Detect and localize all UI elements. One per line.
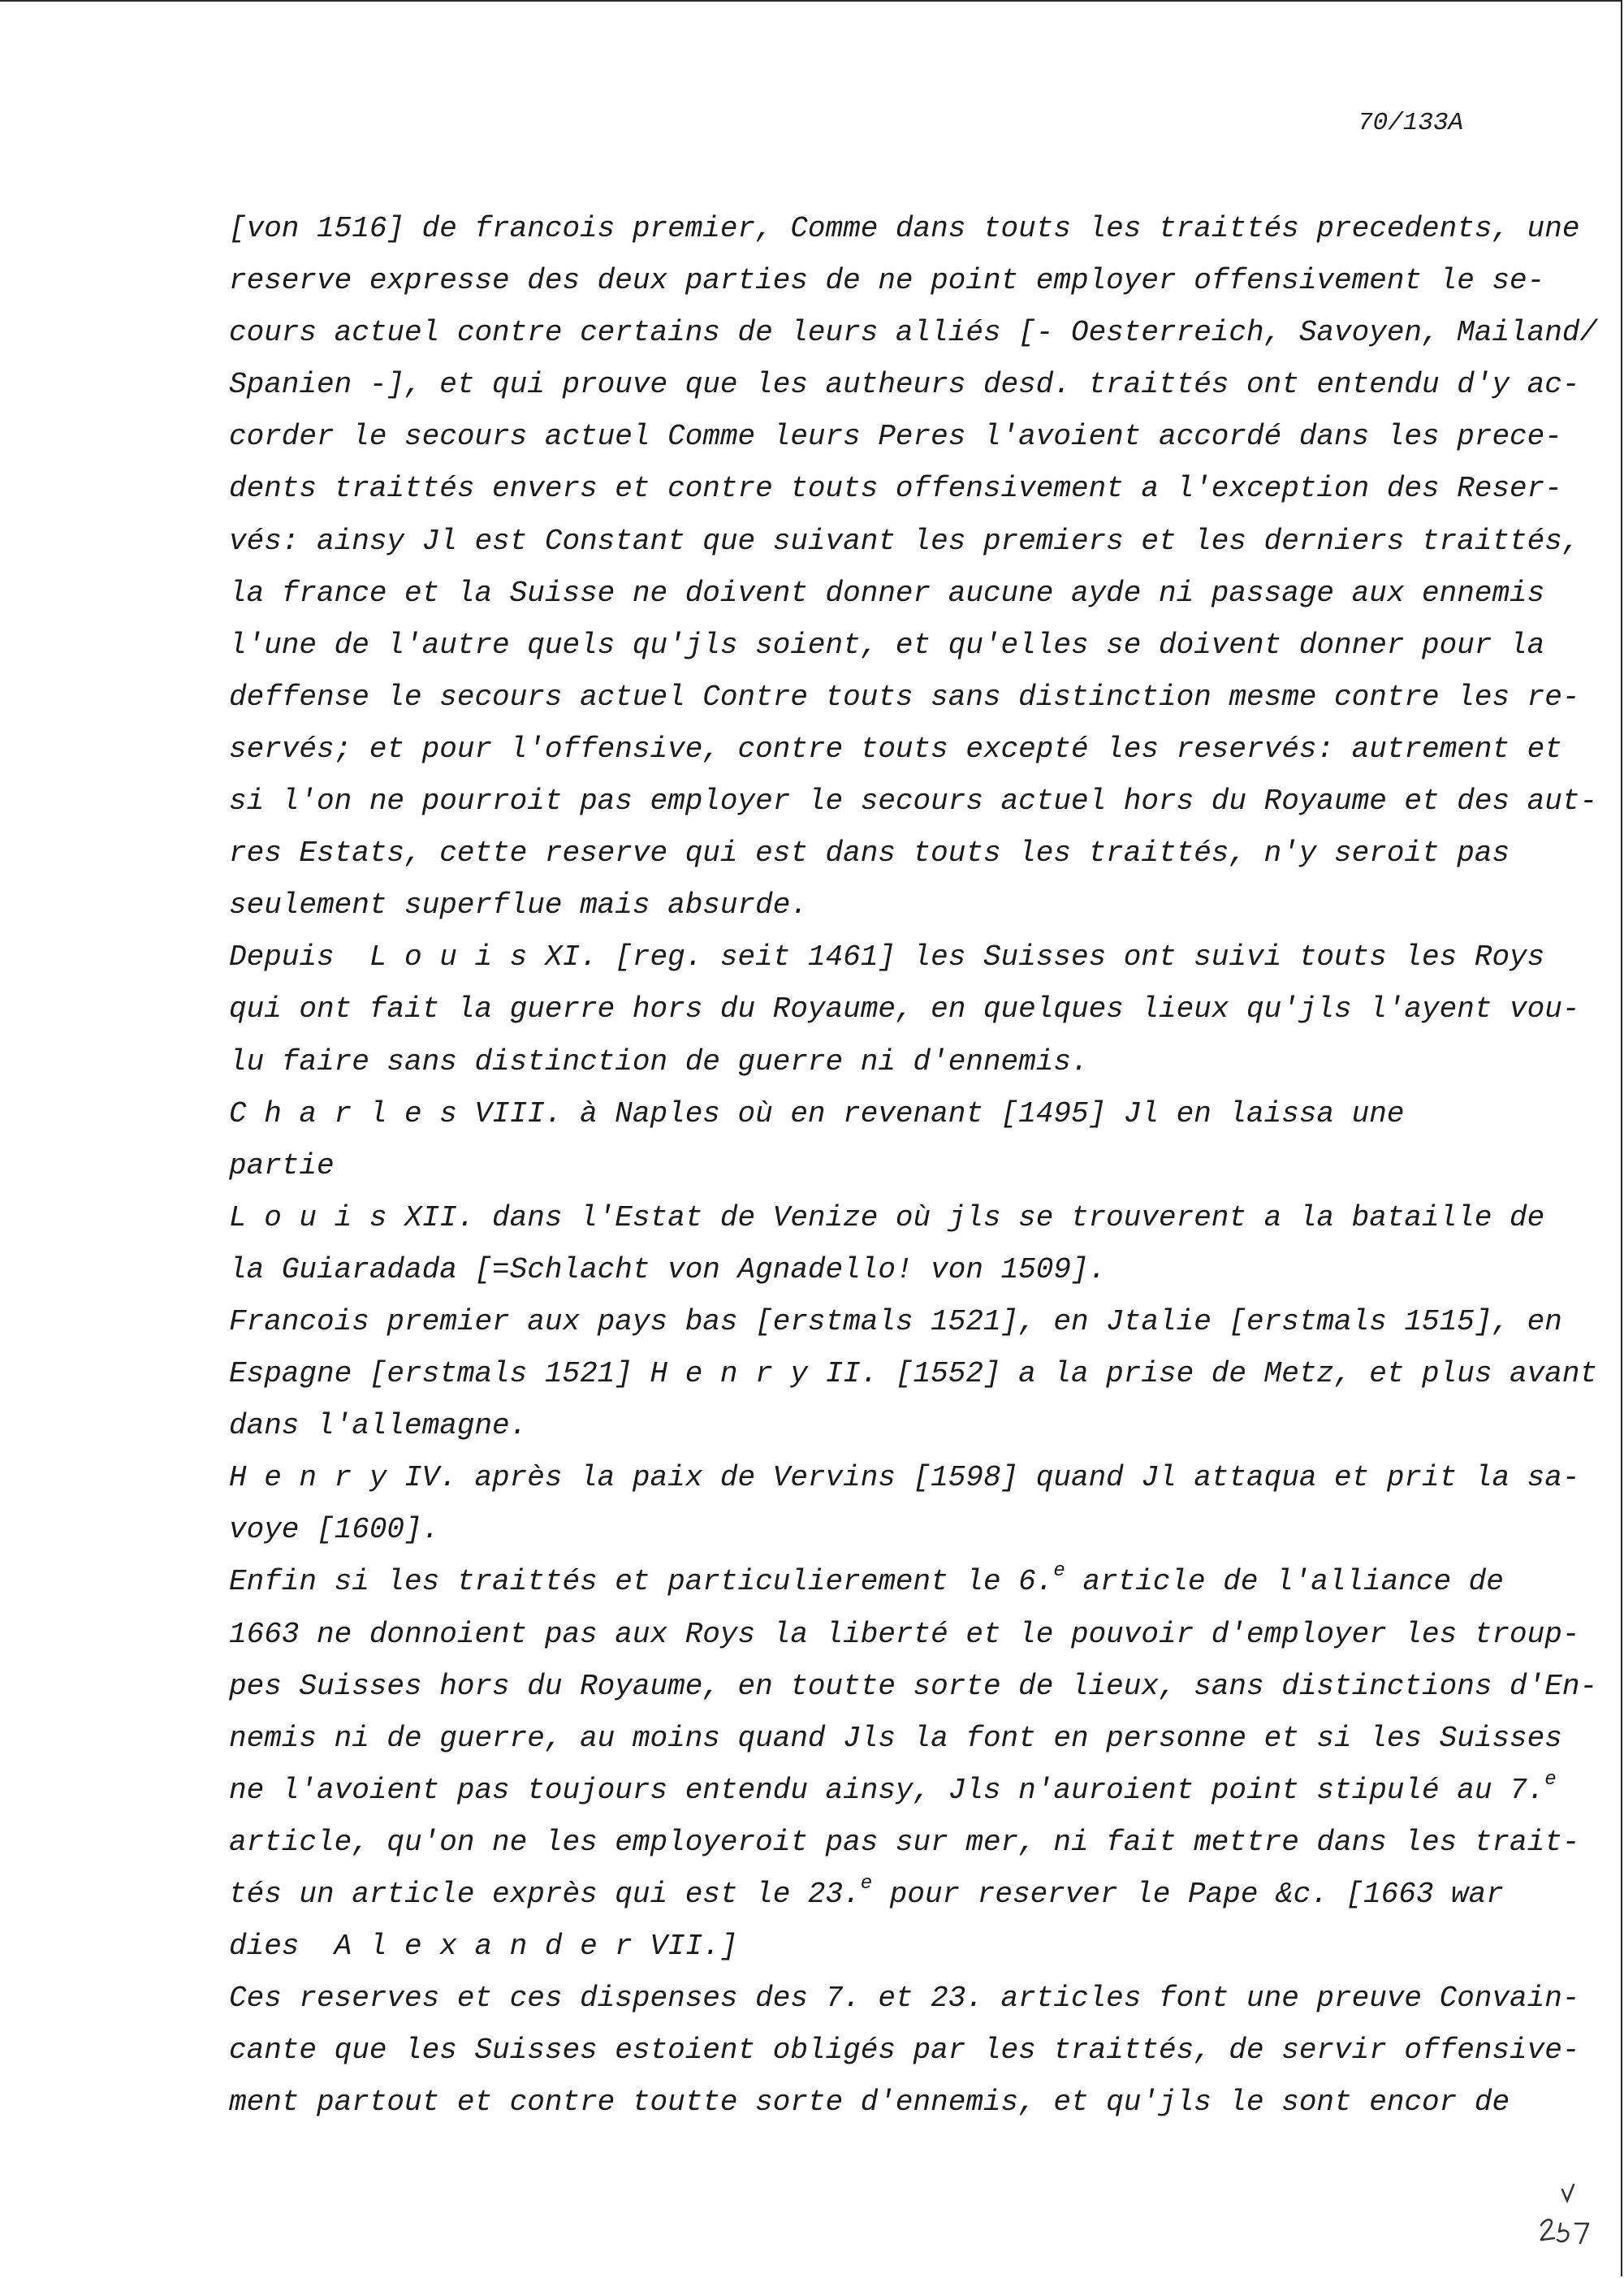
line-text: article de l'alliance de xyxy=(1065,1565,1504,1599)
text-line: voye [1600]. xyxy=(229,1513,440,1547)
text-line: la Guiaradada [=Schlacht von Agnadello! von 1509]. xyxy=(229,1252,1107,1286)
text-line xyxy=(229,1765,1557,1817)
text-line xyxy=(229,1869,1528,1921)
text-line: pes Suisses hors du Royaume, en toutte sorte de lieux, sans distinctions d'En- xyxy=(229,1669,1598,1703)
text-line: [von 1516] de francois premier, Comme dans touts les traittés precedents, une xyxy=(229,212,1580,245)
text-line: C h a r l e s VIII. à Naples où en revenant [1495] Jl en laissa une xyxy=(229,1096,1405,1130)
text-line: reserve expresse des deux parties de ne point employer offensivement le se- xyxy=(229,264,1545,298)
text-line: dans l'allemagne. xyxy=(229,1409,528,1443)
text-line: Espagne [erstmals 1521] H e n r y II. [1552] a la prise de Metz, et plus avant xyxy=(229,1357,1598,1391)
text-line: deffense le secours actuel Contre touts sans distinction mesme contre les re- xyxy=(229,680,1580,714)
text-line: la france et la Suisse ne doivent donner aucune ayde ni passage aux ennemis xyxy=(229,576,1545,610)
document-body xyxy=(229,203,1598,2129)
text-line: L o u i s XII. dans l'Estat de Venize où jls se trouverent a la bataille de xyxy=(229,1200,1545,1234)
text-line: vés: ainsy Jl est Constant que suivant les premiers et les derniers traittés, xyxy=(229,524,1580,558)
text-line: article, qu'on ne les employeroit pas sur mer, ni fait mettre dans les trait- xyxy=(229,1825,1580,1859)
line-text: pour reserver le Pape &c. [1663 war xyxy=(872,1878,1504,1911)
line-text: ne l'avoient pas toujours entendu ainsy, Jls n'auroient point stipulé au 7. xyxy=(229,1773,1545,1807)
text-line: servés; et pour l'offensive, contre touts excepté les reservés: autrement et xyxy=(229,732,1562,766)
text-line: dents traittés envers et contre touts offensivement a l'exception des Reser- xyxy=(229,472,1562,506)
text-line: corder le secours actuel Comme leurs Peres l'avoient accordé dans les prece- xyxy=(229,420,1562,454)
text-line: H e n r y IV. après la paix de Vervins [1598] quand Jl attaqua et prit la sa- xyxy=(229,1461,1580,1495)
text-line: nemis ni de guerre, au moins quand Jls la font en personne et si les Suisses xyxy=(229,1721,1562,1755)
superscript: e xyxy=(1053,1560,1065,1583)
text-line xyxy=(229,1556,1528,1608)
text-line: Francois premier aux pays bas [erstmals 1521], en Jtalie [erstmals 1515], en xyxy=(229,1304,1562,1338)
text-line: Depuis L o u i s XI. [reg. seit 1461] les Suisses ont suivi touts les Roys xyxy=(229,940,1545,975)
text-line: cante que les Suisses estoient obligés par les traittés, de servir offensive- xyxy=(229,2034,1580,2068)
text-line: Ces reserves et ces dispenses des 7. et 23. articles font une preuve Convain- xyxy=(229,1982,1580,2016)
line-text: Enfin si les traittés et particulierement le 6. xyxy=(229,1565,1054,1599)
text-line: cours actuel contre certains de leurs alliés [- Oesterreich, Savoyen, Mailand/ xyxy=(229,316,1598,350)
text-line: partie xyxy=(229,1148,335,1182)
handwritten-digits xyxy=(1541,2220,1588,2243)
superscript: e xyxy=(1544,1768,1557,1791)
page-reference: 70/133A xyxy=(1358,109,1464,137)
text-line: Spanien -], et qui prouve que les autheurs desd. traittés ont entendu d'y ac- xyxy=(229,368,1580,402)
text-line: 1663 ne donnoient pas aux Roys la liberté et le pouvoir d'employer les troup- xyxy=(229,1617,1580,1651)
checkmark-stroke xyxy=(1562,2185,1574,2201)
text-line: dies A l e x a n d e r VII.] xyxy=(229,1930,738,1964)
text-line: res Estats, cette reserve qui est dans touts les traittés, n'y seroit pas xyxy=(229,836,1510,871)
text-line: l'une de l'autre quels qu'jls soient, et qu'elles se doivent donner pour la xyxy=(229,628,1545,662)
superscript: e xyxy=(860,1873,873,1895)
text-line: si l'on ne pourroit pas employer le secours actuel hors du Royaume et des aut- xyxy=(229,785,1598,819)
text-line: qui ont fait la guerre hors du Royaume, en quelques lieux qu'jls l'ayent vou- xyxy=(229,992,1580,1027)
handwritten-margin-note xyxy=(1527,2178,1608,2259)
text-line: lu faire sans distinction de guerre ni d'ennemis. xyxy=(229,1044,1089,1078)
text-line: seulement superflue mais absurde. xyxy=(229,888,808,923)
text-line: ment partout et contre toutte sorte d'ennemis, et qu'jls le sont encor de xyxy=(229,2086,1510,2120)
line-text: tés un article exprès qui est le 23. xyxy=(229,1878,861,1911)
